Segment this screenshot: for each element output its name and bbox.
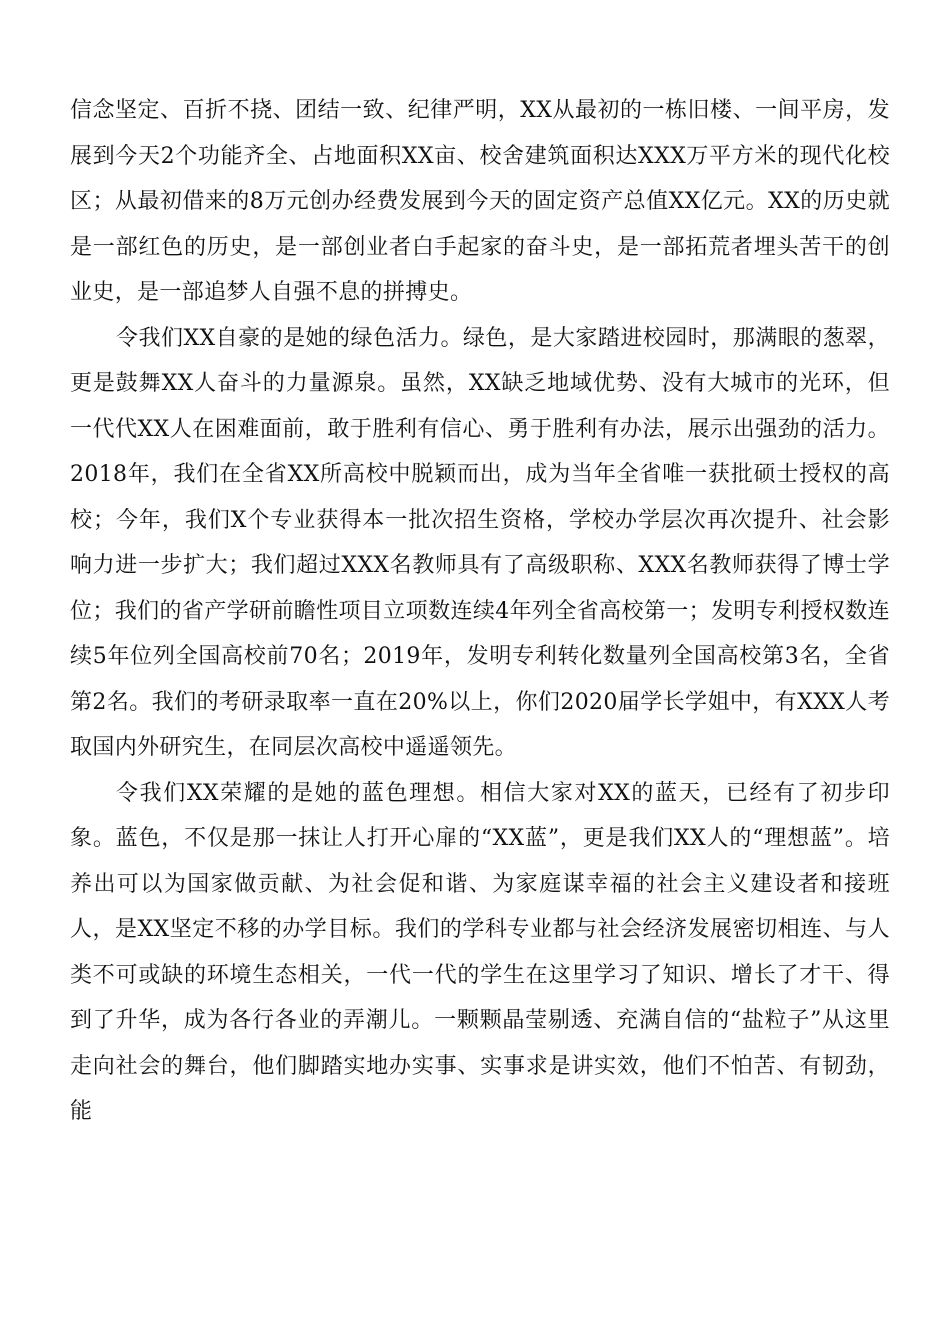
document-body xyxy=(70,88,890,1135)
paragraph-blue-ideal: 令我们XX荣耀的是她的蓝色理想。相信大家对XX的蓝天，已经有了初步印象。蓝色，不仅是那一抹让人打开心扉的“XX蓝”，更是我们XX人的“理想蓝”。培养出可以为国家做贡献、为社会促和谐、为家庭谋幸福的社会主义建设者和接班人，是XX坚定不移的办学目标。我们的学科专业都与社会经济发展密切相连、与人类不可或缺的环境生态相关，一代一代的学生在这里学习了知识、增长了才干、得到了升华，成为各行各业的弄潮儿。一颗颗晶莹剔透、充满自信的“盐粒子”从这里走向社会的舞台，他们脚踏实地办实事、实事求是讲实效，他们不怕苦、有韧劲，能 xyxy=(70,780,890,1124)
paragraph-red-history: 信念坚定、百折不挠、团结一致、纪律严明，XX从最初的一栋旧楼、一间平房，发展到今天2个功能齐全、占地面积XX亩、校舍建筑面积达XXX万平方米的现代化校区；从最初借来的8万元创办经费发展到今天的固定资产总值XX亿元。XX的历史就是一部红色的历史，是一部创业者白手起家的奋斗史，是一部拓荒者埋头苦干的创业史，是一部追梦人自强不息的拼搏史。 xyxy=(70,98,890,305)
paragraph-green-vitality: 令我们XX自豪的是她的绿色活力。绿色，是大家踏进校园时，那满眼的葱翠，更是鼓舞XX人奋斗的力量源泉。虽然，XX缺乏地域优势、没有大城市的光环，但一代代XX人在困难面前，敢于胜利有信心、勇于胜利有办法，展示出强劲的活力。2018年，我们在全省XX所高校中脱颖而出，成为当年全省唯一获批硕士授权的高校；今年，我们X个专业获得本一批次招生资格，学校办学层次再次提升、社会影响力进一步扩大；我们超过XXX名教师具有了高级职称、XXX名教师获得了博士学位；我们的省产学研前瞻性项目立项数连续4年列全省高校第一；发明专利授权数连续5年位列全国高校前70名；2019年，发明专利转化数量列全国高校第3名，全省第2名。我们的考研录取率一直在20%以上，你们2020届学长学姐中，有XXX人考取国内外研究生，在同层次高校中遥遥领先。 xyxy=(70,325,890,760)
